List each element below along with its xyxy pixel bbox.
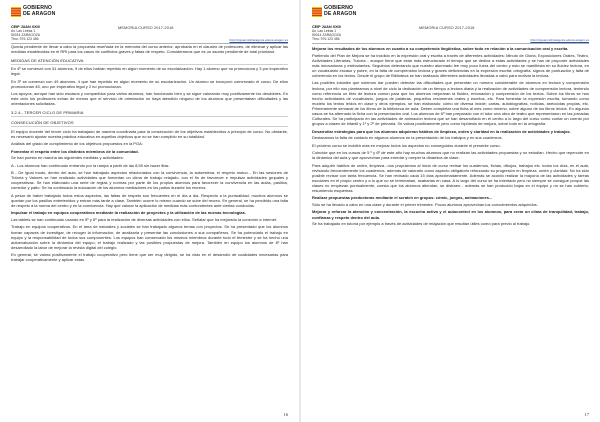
page-number: 16	[283, 412, 288, 417]
body-paragraph: Coincide que en los cursos de 5 º y 6º de este año hay muchos alumnos que no realizan las actividades propuestas y no estudian. Hecho que repercute en la dinámica del aula y que aprovechan para enredar y romper la dinámica de clase.	[312, 150, 589, 161]
body-paragraph: Los apoyos, aunque han sido escasos y compartidos para varios alumnos, han funcionado bien y se sigue valorando muy positivamente los desdobles. En este ciclo los profesores echan de menos que el servicio de orientación no haya atendido ninguno de los alumnos que presentaban dificultades y las orientaciones solicitadas.	[11, 91, 288, 107]
school-phone: Tfno: 976 123 456	[11, 36, 39, 41]
body-paragraph: Destacamos la falta de cuidado en algunos alumnos en la presentación de los trabajos y en sus cuadernos.	[312, 135, 503, 141]
body-paragraph: Queda pendiente de llevar a cabo la propuesta reseñada en la memoria del curso anterior, aprobada en el claustro de profesores, de eliminar y aplicar las medidas establecidas en el RRI para los casos de conflictos graves y faltas de respeto. Consideramos que es un asunto pendiente de total prioridad.	[11, 44, 288, 55]
body-paragraph: A pesar de haber trabajado todos estos aspectos, las faltas de respeto son frecuentes en el día a día. Respecto a la puntualidad, muchos alumnos se quedan por los pasillos entretenidos y entran más tarde a clase. También ocurre lo mismo cuando se sube del recreo. En general, se ha percibido una falta de respeto a la norma del centro y en la convivencia. Hay que valorar la aplicación de medidas más contundentes ante ciertas conductas.	[11, 192, 288, 208]
body-paragraph: Partiendo del Plan de Mejora se ha incidido en la expresión oral y escrita a través de diferentes actividades: Minuto de Gloria, Exposiciones Orales, Teatro, Actividades Literarias, Tutoría... aunque tiene que estar más estructurado el tiempo que se dedica a estas actividades y se han de proponer actividades más innovadoras y estimulantes. Seguimos detectando que nuestro alumnado lee muy poco fuera del centro y esto se manifiesta en su fluidez lectora, en un vocabulario escaso y pobre, en la falta de comprensión lectora y graves deficiencias en la expresión escrita: ortografía, signos de puntuación y falta de coherencia en los textos. Desde el grupo de Biblioteca se han realizado diferentes actividades llevadas a cabo para motivar la lectura.	[312, 52, 589, 79]
page-header	[11, 4, 288, 44]
school-address: Av. Las Letras 1	[312, 28, 337, 33]
logo-line-2: DE ARAGON	[324, 10, 357, 17]
body-paragraph: Trabajo en equipos cooperativos. En el área de naturales y sociales se han trabajado algunos temas con proyectos. Se ha presentado que los alumnos fueran capaces de investigar, de recoger la información, de analizarla y presentar las conclusiones a sus compañeros. Se ha potenciado el trabajo en equipo y la responsabilidad de todos sus componentes. Los equipos han conservado los mismos miembros durante todo el trimestre y se ha hecho una autoevaluación sobre la dinámica del equipo, el trabajo realizado y las posibles propuestas de mejora. También en equipo los alumnos de 6º han desarrollado la labor de mejorar la revista digital del colegio.	[11, 224, 288, 250]
logo-line-2: DE ARAGON	[23, 10, 56, 17]
aragon-flag-icon	[312, 7, 322, 17]
logo-line-1: GOBIERNO	[23, 5, 53, 11]
body-paragraph: Para adquirir hábitos de orden, limpieza...nos propusimos al inicio de curso revisar los cuadernos, fichas, dibujos, trabajos etc. todos los días, en el aula, revisando frecuentemente los cuadernos, además de valorarlo como aspecto obligatorio reforzando su progresión en limpieza, orden y claridad. No ha sido posible revisar con tanta frecuencia. Se han revisado cada 15 días aproximadamente. Además se acordó realizar la mayoría de las actividades y tareas escolares en el propio centro y a lo que no se terminaban, acabarlas en casa. A lo largo del curso se ha intentado pero no siempre se consigue porque las clases no empiezan puntualmente, cuesta que los alumnos atiendan, se distraen... además se han producido bajas en el equipo y no se han cubierto, resumiendo esquemas.	[312, 162, 589, 194]
body-paragraph: Análisis del grado de cumplimiento de los objetivos propuestos en la PGA:	[11, 141, 143, 147]
school-city: 50014 ZARAGOZA	[312, 32, 342, 37]
section-heading: Impulsar el trabajo en equipos cooperativos mediante la realización de proyectos y la utilización de las nuevas tecnologías.	[11, 210, 246, 216]
body-paragraph: En 3º se comenzó con 49 alumnos. 4 que han repetido en algún momento de su escolarización. Un alumno se incorporó comenzado el curso. De ellos promocionan 45, uno por imperativo legal y 2 no promocionan.	[11, 78, 288, 89]
body-paragraph: En 4º se comenzó con 51 alumnos, 9 de ellos habían repetido en algún momento de su escolarización. Hay 1 alumno que no promociona y 3 por imperativo legal.	[11, 66, 288, 77]
page-number: 17	[584, 412, 589, 417]
body-paragraph: B - De igual modo, dentro del aula, se han trabajado aspectos relacionados con la convivencia, la autoestima, el respeto mutuo... En las sesiones de Tutoría y Valores se han realizado actividades que fomentan un clima de trabajo relajado, con el fin de favorecer e impulsar actividades grupales y cooperativas. Se han elaborado una serie de reglas y normas por parte de los propios alumnos para favorecer la convivencia en las aulas, pasillos, comedor y patio. Se ha continuado la educación de los alumnos mediadores en los patios durante los recreos.	[11, 170, 288, 191]
school-address: Av. Las Letras 1	[11, 28, 36, 33]
section-title: 3.2.4.- TERCER CICLO DE PRIMARIA	[11, 110, 288, 117]
header-divider	[11, 43, 288, 44]
school-name: CEIP JUAN XXIII	[312, 25, 341, 29]
header-divider	[312, 43, 589, 44]
school-info	[11, 26, 40, 42]
body-paragraph: Se ha trabajado en tutoría por ejemplo a través de actividades de relajación que resultan útiles como para previo al trabajo.	[312, 221, 531, 227]
body-paragraph: A - Los alumnos han continuado entrando por la rampa a partir de las 8,55 sin hacer filas.	[11, 162, 170, 168]
school-city: 50014 ZARAGOZA	[11, 32, 41, 37]
body-paragraph: El próximo curso se incidirá más en mejorar todos los aspectos no conseguidos durante el presente curso.	[312, 142, 501, 148]
section-title: CONSECUCIÓN DE OBJETIVOS	[11, 120, 288, 127]
body-paragraph: El equipo docente del tercer ciclo ha trabajado de manera coordinada para la consecución de los objetivos establecidos a principio de curso. No obstante, es necesario ajustar nuestra práctica educativa en aquellos objetivos que no se han cumplido en su totalidad.	[11, 128, 288, 139]
memoria-title: MEMORIA CURSO 2017-2018	[118, 25, 174, 30]
school-web-link[interactable]: http://cpjuanxxiiizaragoza.educa.aragon.es	[229, 38, 288, 42]
school-phone: Tfno: 976 123 456	[312, 36, 340, 41]
section-heading: Mejorar los resultados de los alumnos en cuanto a su competencia lingüística, sobre todo en relación a la comunicación oral y escrita.	[312, 46, 569, 51]
section-heading: Mejorar y reforzar la atención y concentración, la escucha activa y el autocontrol en los alumnos, para crear un clima de tranquilidad, trabajo, confianza y respeto dentro del aula.	[312, 209, 589, 220]
page-header	[312, 4, 589, 44]
left-page	[0, 0, 299, 422]
body-paragraph: Sólo se ha llevado a cabo en una clase y durante el primer trimestre. Pocos alumnos aprovechan los conocimientos adquiridos.	[312, 202, 538, 208]
logo-line-1: GOBIERNO	[324, 5, 354, 11]
body-paragraph: Las posibles iniciales que solemos dar pueden detectar las dificultades que presentan un número considerable de alumnos en lectura y comprensión lectora, por ello nos planteamos a nivel de ciclo la dedicación de un tiempo a lectura diaria y la realización de actividades de comprensión lectora, teniendo como referencia un libro de lectura común para que los alumnos mejoraran la fluidez, entonación y comprensión de los textos. Sobre los libros se han hecho actividades de vocabulario, juegos de palabras, pequeños resúmenes orales y escritos, etc. Para fomentar la expresión escrita, tomando como modelo los textos leídos en clase y otros ejemplos, se han elaborado: cómo de diversa índole; cartas, autobiografías, noticias, anécdotas propias, etc. Primeramente semanal de los libros de la biblioteca de aula. Deben completar una ficha al mes como mínimo, sobre alguno de los libros leídos. En algunos casos se ha alternado la ficha con la presentación oral. Los alumnos de 6º han preparado con el tutor una obra de teatro que representaron en las jornadas Culturales. Se ha participado en las actividades de animación lectora que se han desarrollado en el centro a lo largo del curso como contar un cuento por grupos a clases de infantil y 1º y 2º de primaria. Se valora positivamente pero como hipótesis de mejora, sobre todo en la ortografía.	[312, 80, 589, 127]
page-body	[312, 46, 589, 226]
gobierno-aragon-logo	[11, 6, 55, 17]
right-page	[301, 0, 600, 422]
section-heading: Desarrollar estrategias para que los alumnos adquieran hábitos de limpieza, orden y claridad en la realización de actividades y trabajos.	[312, 128, 571, 134]
body-paragraph: Se han puesto en marcha las siguientes medidas y actividades:	[11, 155, 124, 161]
aragon-flag-icon	[11, 7, 21, 17]
section-title: MEDIDAS DE ATENCIÓN EDUCATIVA	[11, 58, 288, 65]
body-paragraph: Las tablets se han continuado usando en 5º y 6º para la realización de diversas actividades con ellos. Señalar que ha mejorado la conexión a internet.	[11, 217, 278, 223]
school-name: CEIP JUAN XXIII	[11, 25, 40, 29]
school-info	[312, 26, 341, 42]
memoria-title: MEMORIA CURSO 2017-2018	[419, 25, 475, 30]
section-heading: Fomentar el respeto entre los distintos miembros de la comunidad.	[11, 148, 139, 154]
body-paragraph: En general, se valora positivamente el trabajo cooperativo pero tiene que ser muy dirigido, se ha visto en el desarrollo de cualidades necesarias para trabajar cooperativamente y aplicar estas.	[11, 252, 288, 263]
section-heading: Realizar propuestas productoras mediante el scratch en grupos: cómic, juegos, animaciones...	[312, 195, 493, 201]
page-body	[11, 44, 288, 262]
gobierno-aragon-logo	[312, 6, 356, 17]
school-web-link[interactable]: http://cpjuanxxiiizaragoza.educa.aragon.es	[530, 38, 589, 42]
